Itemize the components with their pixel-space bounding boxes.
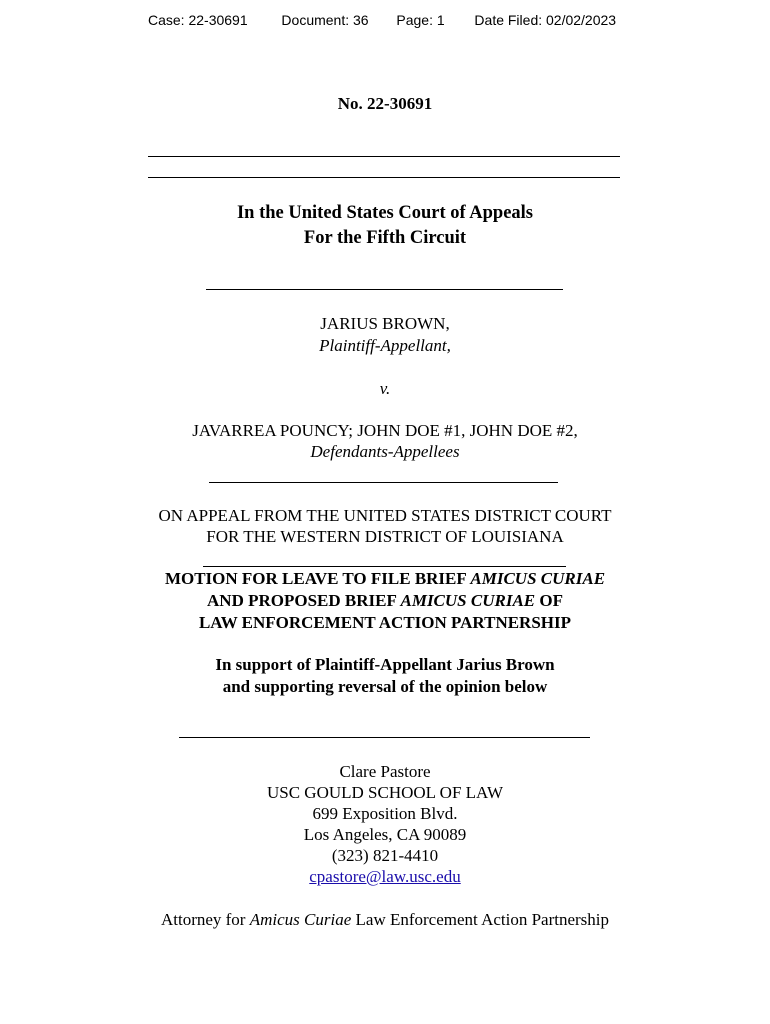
court-circuit: For the Fifth Circuit — [303, 228, 467, 248]
support-line-2: and supporting reversal of the opinion below — [222, 677, 548, 696]
versus: v. — [379, 379, 391, 398]
ecf-header — [148, 12, 616, 28]
divider — [179, 737, 590, 738]
appeal-line-1: ON APPEAL FROM THE UNITED STATES DISTRICT COURT — [158, 506, 612, 525]
case-number-header: Case: 22-30691 — [148, 12, 248, 28]
motion-title-line-2: AND PROPOSED BRIEF AMICUS CURIAE OF — [207, 591, 563, 610]
motion-title-line-3: LAW ENFORCEMENT ACTION PARTNERSHIP — [198, 613, 572, 632]
defendant-role: Defendants-Appellees — [310, 442, 460, 461]
plaintiff-name: JARIUS BROWN, — [320, 314, 450, 333]
counsel-phone: (323) 821-4410 — [331, 846, 439, 865]
motion-title-line-1: MOTION FOR LEAVE TO FILE BRIEF AMICUS CURIAE — [164, 569, 606, 588]
divider — [206, 289, 563, 290]
plaintiff-role: Plaintiff-Appellant, — [319, 336, 451, 355]
docket-number: No. 22-30691 — [337, 94, 433, 113]
divider — [148, 177, 620, 178]
counsel-email-line — [0, 867, 770, 887]
divider — [209, 482, 558, 483]
support-line-1: In support of Plaintiff-Appellant Jarius Brown — [215, 655, 555, 674]
date-filed-header: Date Filed: 02/02/2023 — [474, 12, 617, 28]
appeal-line-2: FOR THE WESTERN DISTRICT OF LOUISIANA — [206, 527, 564, 546]
counsel-address: 699 Exposition Blvd. — [312, 804, 458, 823]
page-number-header: Page: 1 — [396, 12, 445, 28]
attorney-for: Attorney for Amicus Curiae Law Enforcement Action Partnership — [160, 910, 610, 929]
defendant-names: JAVARREA POUNCY; JOHN DOE #1, JOHN DOE #2, — [192, 421, 578, 440]
document-number-header: Document: 36 — [281, 12, 369, 28]
court-name: In the United States Court of Appeals — [236, 203, 534, 223]
counsel-school: USC GOULD SCHOOL OF LAW — [266, 783, 504, 802]
counsel-name: Clare Pastore — [339, 762, 431, 781]
divider — [148, 156, 620, 157]
divider — [203, 566, 566, 567]
counsel-email-link[interactable]: cpastore@law.usc.edu — [309, 867, 461, 886]
counsel-city: Los Angeles, CA 90089 — [303, 825, 467, 844]
